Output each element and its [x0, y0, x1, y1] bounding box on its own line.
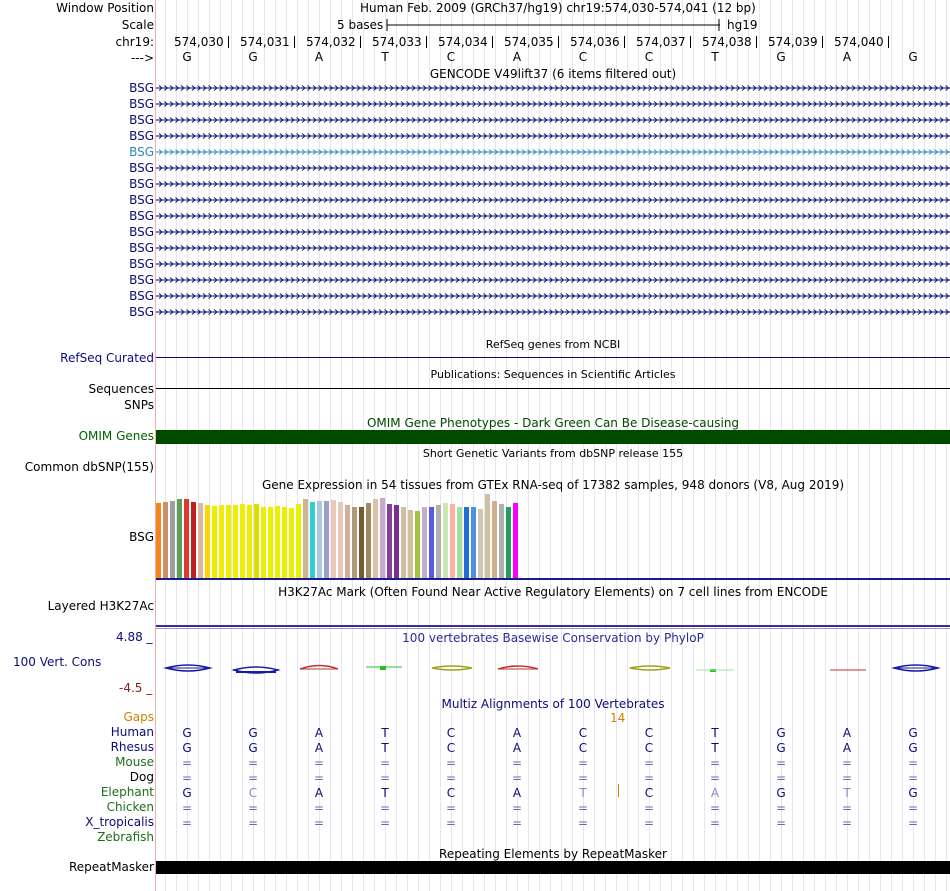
gaps-label[interactable]: Gaps	[123, 710, 154, 724]
alignment-base: =	[247, 756, 259, 770]
gtex-tissue-bar	[198, 503, 203, 578]
gtex-tissue-bar	[184, 499, 189, 578]
alignment-base: C	[578, 726, 588, 740]
alignment-base: =	[907, 771, 919, 785]
cons-glyph-4	[366, 666, 402, 670]
repeat-title: Repeating Elements by RepeatMasker	[439, 847, 667, 861]
dbsnp-label[interactable]: Common dbSNP(155)	[24, 460, 154, 474]
ruler-base: G	[248, 50, 258, 64]
alignment-base: T	[381, 741, 389, 755]
gencode-item-label[interactable]: BSG	[129, 241, 154, 255]
gtex-tissue-bar	[443, 503, 448, 578]
ruler-base: A	[314, 50, 324, 64]
alignment-base: =	[313, 771, 325, 785]
alignment-base: G	[248, 726, 258, 740]
alignment-base: =	[511, 771, 523, 785]
alignment-base: =	[643, 816, 655, 830]
gtex-tissue-bar	[499, 504, 504, 578]
gtex-tissue-bar	[275, 506, 280, 578]
alignment-base: C	[644, 726, 654, 740]
gtex-tissue-bar	[247, 505, 252, 578]
alignment-base: =	[709, 756, 721, 770]
alignment-base: =	[247, 816, 259, 830]
gtex-bar-chart[interactable]	[156, 492, 556, 578]
alignment-base: C	[446, 726, 456, 740]
cons-max-label: 4.88 _	[116, 630, 153, 644]
alignment-base: =	[907, 756, 919, 770]
alignment-base: A	[710, 786, 720, 800]
cons-label[interactable]: 100 Vert. Cons	[13, 655, 102, 669]
gencode-item-label[interactable]: BSG	[129, 145, 154, 159]
cons-glyph-5	[432, 666, 472, 670]
gtex-tissue-bar	[506, 507, 511, 578]
alignment-base: C	[446, 786, 456, 800]
strand-label: --->	[130, 51, 154, 65]
gencode-item-label[interactable]: BSG	[129, 257, 154, 271]
gtex-tissue-bar	[373, 499, 378, 578]
ruler-position: 574,033	[372, 36, 427, 49]
scale-label: Scale	[121, 18, 154, 32]
species-label[interactable]: Zebrafish	[97, 830, 154, 844]
gtex-tissue-bar	[261, 507, 266, 578]
gtex-tissue-bar	[366, 503, 371, 578]
alignment-base: C	[248, 786, 258, 800]
refseq-title: RefSeq genes from NCBI	[485, 338, 621, 351]
alignment-base: =	[379, 771, 391, 785]
h3k-title: H3K27Ac Mark (Often Found Near Active Regulatory Elements) on 7 cell lines from ENCODE	[278, 585, 828, 599]
gtex-tissue-bar	[513, 503, 518, 578]
assembly-position-text: Human Feb. 2009 (GRCh37/hg19) chr19:574,030-574,041 (12 bp)	[360, 1, 756, 15]
alignment-base: A	[314, 741, 324, 755]
ruler-base: C	[446, 50, 456, 64]
alignment-base: =	[907, 816, 919, 830]
alignment-base: =	[181, 771, 193, 785]
gtex-tissue-bar	[240, 504, 245, 578]
ruler-position: 574,031	[240, 36, 295, 49]
gtex-tissue-bar	[338, 502, 343, 578]
gtex-tissue-bar	[429, 507, 434, 578]
scale-text: 5 bases	[337, 18, 384, 32]
gtex-tissue-bar	[219, 505, 224, 578]
gtex-tissue-bar	[359, 507, 364, 578]
gtex-tissue-bar	[331, 500, 336, 578]
cons-glyph-8	[696, 669, 734, 672]
alignment-base: =	[511, 816, 523, 830]
alignment-base: G	[182, 741, 192, 755]
omim-label[interactable]: OMIM Genes	[78, 429, 154, 443]
ruler-base: G	[908, 50, 918, 64]
gencode-transcripts[interactable]	[156, 80, 950, 336]
alignment-base: =	[577, 756, 589, 770]
species-label[interactable]: Human	[110, 725, 154, 739]
alignment-base: C	[644, 741, 654, 755]
gtex-tissue-bar	[485, 494, 490, 578]
alignment-base: =	[643, 801, 655, 815]
gtex-tissue-bar	[492, 501, 497, 578]
alignment-base: A	[512, 786, 522, 800]
gtex-tissue-bar	[450, 504, 455, 578]
cons-min-label: -4.5 _	[119, 681, 153, 695]
ruler-position: 574,032	[306, 36, 361, 49]
alignment-base: A	[842, 726, 852, 740]
alignment-base: =	[445, 801, 457, 815]
species-label[interactable]: Mouse	[115, 755, 154, 769]
cons-glyphs[interactable]	[156, 660, 950, 680]
gtex-tissue-bar	[303, 499, 308, 578]
gtex-tissue-bar	[457, 507, 462, 578]
alignment-base: T	[381, 786, 389, 800]
alignment-base: T	[711, 726, 719, 740]
gaps-value: 14	[610, 711, 626, 725]
ruler-position: 574,040	[834, 36, 889, 49]
gtex-tissue-bar	[422, 507, 427, 578]
cons-glyph-10	[894, 665, 938, 671]
alignment-base: =	[511, 756, 523, 770]
alignment-base: G	[908, 786, 918, 800]
species-label[interactable]: Dog	[129, 770, 154, 784]
scale-bar	[386, 18, 722, 32]
ruler-position: 574,037	[636, 36, 691, 49]
alignment-base: T	[381, 726, 389, 740]
alignment-base: =	[643, 756, 655, 770]
gencode-item-label[interactable]: BSG	[129, 81, 154, 95]
gtex-tissue-bar	[387, 504, 392, 578]
ruler-base: T	[381, 50, 389, 64]
alignment-base: =	[775, 816, 787, 830]
gtex-tissue-bar	[233, 505, 238, 578]
gencode-item-label[interactable]: BSG	[129, 305, 154, 319]
species-label[interactable]: Chicken	[106, 800, 154, 814]
ruler-base: C	[578, 50, 588, 64]
gtex-tissue-bar	[191, 502, 196, 578]
gtex-tissue-bar	[380, 498, 385, 578]
alignment-base: =	[247, 771, 259, 785]
alignment-base: =	[379, 816, 391, 830]
cons-glyph-6	[498, 666, 538, 669]
gtex-tissue-bar	[324, 501, 329, 578]
gencode-item-label[interactable]: BSG	[129, 177, 154, 191]
alignment-base: =	[709, 801, 721, 815]
gtex-tissue-bar	[471, 507, 476, 578]
alignment-base: A	[314, 786, 324, 800]
ruler-base: A	[512, 50, 522, 64]
gencode-title: GENCODE V49lift37 (6 items filtered out)	[429, 67, 677, 81]
gencode-item-label[interactable]: BSG	[129, 193, 154, 207]
gtex-tissue-bar	[282, 507, 287, 578]
gtex-tissue-bar	[352, 507, 357, 578]
alignment-base: A	[314, 726, 324, 740]
alignment-base: =	[379, 801, 391, 815]
gencode-item-label[interactable]: BSG	[129, 129, 154, 143]
ruler-position: 574,034	[438, 36, 493, 49]
cons-glyph-2	[234, 667, 278, 673]
gencode-item-label[interactable]: BSG	[129, 273, 154, 287]
gtex-tissue-bar	[205, 505, 210, 578]
alignment-base: =	[445, 771, 457, 785]
repeatmasker-bar[interactable]	[156, 861, 950, 874]
cons-title: 100 vertebrates Basewise Conservation by PhyloP	[402, 631, 704, 645]
species-label[interactable]: X_tropicalis	[85, 815, 154, 829]
h3k-signal-line[interactable]	[156, 625, 950, 627]
scale-db: hg19	[727, 18, 758, 32]
alignment-base: G	[908, 726, 918, 740]
gtex-baseline	[156, 578, 950, 580]
gtex-tissue-bar	[408, 510, 413, 578]
ruler-base: T	[711, 50, 719, 64]
alignment-base: =	[379, 756, 391, 770]
alignment-base: =	[181, 756, 193, 770]
gtex-tissue-bar	[212, 506, 217, 578]
alignment-base: G	[776, 726, 786, 740]
refseq-track-line[interactable]	[156, 357, 950, 358]
gtex-tissue-bar	[268, 507, 273, 578]
cons-glyph-7	[630, 666, 670, 670]
alignment-base: =	[445, 756, 457, 770]
window-position-label: Window Position	[56, 1, 154, 15]
ruler-base: G	[776, 50, 786, 64]
alignment-base: =	[247, 801, 259, 815]
snps-label[interactable]: SNPs	[124, 398, 154, 412]
gtex-tissue-bar	[163, 502, 168, 578]
gtex-tissue-bar	[310, 502, 315, 578]
alignment-base: G	[182, 786, 192, 800]
dbsnp-title: Short Genetic Variants from dbSNP release 155	[422, 447, 684, 460]
cons-glyph-3	[300, 666, 338, 670]
gtex-tissue-bar	[226, 505, 231, 578]
ruler-base: A	[842, 50, 852, 64]
alignment-base: G	[182, 726, 192, 740]
alignment-base: C	[446, 741, 456, 755]
alignment-base: G	[248, 741, 258, 755]
multiz-title: Multiz Alignments of 100 Vertebrates	[441, 697, 665, 711]
alignment-base: G	[908, 741, 918, 755]
gtex-tissue-bar	[156, 503, 161, 578]
alignment-base: A	[512, 741, 522, 755]
alignment-base: =	[709, 816, 721, 830]
pubs-title: Publications: Sequences in Scientific Articles	[430, 368, 676, 381]
alignment-base: =	[775, 801, 787, 815]
species-label[interactable]: Elephant	[100, 785, 154, 799]
alignment-base: T	[579, 786, 587, 800]
alignment-base: C	[644, 786, 654, 800]
alignment-base: =	[313, 816, 325, 830]
gtex-tissue-bar	[345, 505, 350, 578]
alignment-base: =	[445, 816, 457, 830]
ruler-base: C	[644, 50, 654, 64]
alignment-base: =	[577, 816, 589, 830]
alignment-base: T	[843, 786, 851, 800]
gencode-item-label[interactable]: BSG	[129, 289, 154, 303]
gtex-tissue-bar	[394, 505, 399, 578]
omim-title: OMIM Gene Phenotypes - Dark Green Can Be Disease-causing	[366, 416, 740, 430]
alignment-base: =	[643, 771, 655, 785]
h3k-label[interactable]: Layered H3K27Ac	[47, 599, 154, 613]
alignment-base: =	[181, 816, 193, 830]
species-label[interactable]: Rhesus	[110, 740, 154, 754]
cons-glyph-1	[166, 665, 210, 671]
gtex-tissue-bar	[317, 501, 322, 578]
gtex-tissue-bar	[464, 507, 469, 578]
gtex-tissue-bar	[177, 499, 182, 578]
gtex-tissue-bar	[254, 504, 259, 578]
alignment-base: T	[711, 741, 719, 755]
alignment-base: =	[841, 801, 853, 815]
ruler-position: 574,038	[702, 36, 757, 49]
alignment-base: G	[776, 786, 786, 800]
ruler-position: 574,036	[570, 36, 625, 49]
alignment-base: G	[776, 741, 786, 755]
refseq-label[interactable]: RefSeq Curated	[60, 351, 154, 365]
alignment-base: A	[512, 726, 522, 740]
alignment-base: =	[511, 801, 523, 815]
gtex-tissue-bar	[415, 511, 420, 578]
gtex-tissue-bar	[436, 505, 441, 578]
ruler-base: G	[182, 50, 192, 64]
gtex-title: Gene Expression in 54 tissues from GTEx RNA-seq of 17382 samples, 948 donors (V8, Aug 2019)	[261, 478, 845, 492]
alignment-base: A	[842, 741, 852, 755]
alignment-base: =	[841, 771, 853, 785]
sequences-track-line[interactable]	[156, 388, 950, 389]
gencode-item-label[interactable]: BSG	[129, 209, 154, 223]
alignment-base: C	[578, 741, 588, 755]
alignment-base: =	[907, 801, 919, 815]
repeat-label[interactable]: RepeatMasker	[68, 860, 154, 874]
gencode-item-label[interactable]: BSG	[129, 113, 154, 127]
ruler-position: 574,035	[504, 36, 559, 49]
gencode-item-label[interactable]: BSG	[129, 225, 154, 239]
alignment-base: =	[709, 771, 721, 785]
gencode-item-label[interactable]: BSG	[129, 161, 154, 175]
alignment-base: =	[841, 756, 853, 770]
gtex-tissue-bar	[478, 509, 483, 578]
ruler-position: 574,030	[174, 36, 229, 49]
gtex-tissue-bar	[401, 507, 406, 578]
alignment-base: =	[577, 801, 589, 815]
alignment-base: =	[775, 771, 787, 785]
alignment-base: =	[313, 801, 325, 815]
alignment-base: =	[181, 801, 193, 815]
alignment-base: =	[841, 816, 853, 830]
chrom-label: chr19:	[115, 35, 154, 49]
gtex-tissue-bar	[289, 508, 294, 578]
alignment-base: =	[313, 756, 325, 770]
alignment-base: =	[577, 771, 589, 785]
ruler-position: 574,039	[768, 36, 823, 49]
alignment-base: =	[775, 756, 787, 770]
omim-bar[interactable]	[156, 430, 950, 444]
gap-marker	[618, 784, 619, 797]
gencode-item-label[interactable]: BSG	[129, 97, 154, 111]
h3k-signal-line-secondary	[156, 628, 950, 629]
sequences-label[interactable]: Sequences	[88, 382, 154, 396]
gtex-tissue-bar	[296, 504, 301, 578]
gtex-tissue-bar	[170, 501, 175, 578]
gtex-label[interactable]: BSG	[129, 530, 154, 544]
